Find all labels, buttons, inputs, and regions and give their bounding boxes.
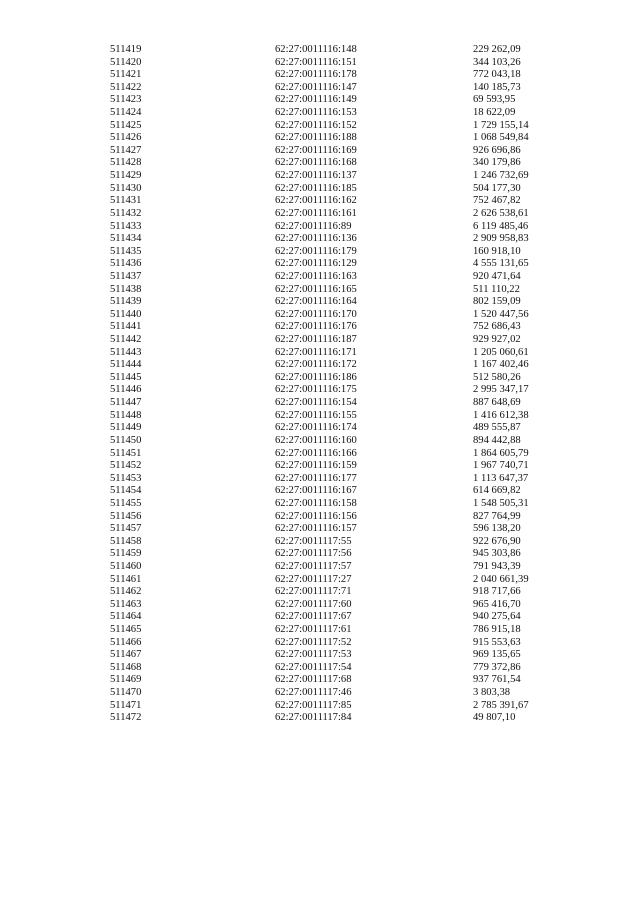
table-body (110, 44, 583, 725)
cadastral-value-cell: 937 761,54 (473, 674, 521, 686)
table-row (110, 69, 583, 82)
cadastral-value-cell: 2 040 661,39 (473, 573, 529, 585)
row-number-cell: 511471 (110, 699, 142, 711)
table-row (110, 347, 583, 360)
cadastral-value-cell: 969 135,65 (473, 649, 521, 661)
table-row (110, 258, 583, 271)
cadastral-number-cell: 62:27:0011116:89 (275, 220, 352, 232)
cadastral-value-cell: 772 043,18 (473, 69, 521, 81)
cadastral-number-cell: 62:27:0011116:162 (275, 195, 357, 207)
cadastral-number-cell: 62:27:0011116:154 (275, 397, 357, 409)
table-row (110, 208, 583, 221)
cadastral-value-cell: 1 520 447,56 (473, 308, 529, 320)
cadastral-number-cell: 62:27:0011116:137 (275, 170, 357, 182)
row-number-cell: 511460 (110, 560, 142, 572)
cadastral-number-cell: 62:27:0011116:155 (275, 409, 357, 421)
row-number-cell: 511421 (110, 69, 142, 81)
cadastral-value-cell: 1 729 155,14 (473, 119, 529, 131)
cadastral-number-cell: 62:27:0011117:46 (275, 687, 352, 699)
cadastral-number-cell: 62:27:0011116:170 (275, 308, 357, 320)
row-number-cell: 511458 (110, 535, 142, 547)
row-number-cell: 511427 (110, 144, 142, 156)
cadastral-value-cell: 1 113 647,37 (473, 472, 529, 484)
row-number-cell: 511447 (110, 397, 142, 409)
row-number-cell: 511461 (110, 573, 142, 585)
table-row (110, 183, 583, 196)
cadastral-number-cell: 62:27:0011116:147 (275, 81, 357, 93)
table-row (110, 157, 583, 170)
cadastral-number-cell: 62:27:0011117:67 (275, 611, 352, 623)
cadastral-number-cell: 62:27:0011116:129 (275, 258, 357, 270)
row-number-cell: 511467 (110, 649, 142, 661)
cadastral-value-cell: 504 177,30 (473, 182, 521, 194)
row-number-cell: 511469 (110, 674, 142, 686)
table-row (110, 384, 583, 397)
cadastral-number-cell: 62:27:0011116:179 (275, 245, 357, 257)
cadastral-number-cell: 62:27:0011116:172 (275, 359, 357, 371)
cadastral-number-cell: 62:27:0011117:85 (275, 699, 352, 711)
cadastral-number-cell: 62:27:0011116:168 (275, 157, 357, 169)
cadastral-value-cell: 2 995 347,17 (473, 384, 529, 396)
table-row (110, 233, 583, 246)
row-number-cell: 511453 (110, 472, 142, 484)
cadastral-number-cell: 62:27:0011116:159 (275, 460, 357, 472)
cadastral-number-cell: 62:27:0011117:84 (275, 712, 352, 724)
row-number-cell: 511463 (110, 598, 142, 610)
table-row (110, 523, 583, 536)
cadastral-value-cell: 1 205 060,61 (473, 346, 529, 358)
cadastral-number-cell: 62:27:0011116:151 (275, 56, 357, 68)
table-row (110, 334, 583, 347)
row-number-cell: 511424 (110, 107, 142, 119)
row-number-cell: 511470 (110, 687, 142, 699)
table-row (110, 611, 583, 624)
table-row (110, 599, 583, 612)
row-number-cell: 511423 (110, 94, 142, 106)
table-row (110, 485, 583, 498)
row-number-cell: 511433 (110, 220, 142, 232)
row-number-cell: 511429 (110, 170, 142, 182)
row-number-cell: 511438 (110, 283, 142, 295)
cadastral-number-cell: 62:27:0011116:167 (275, 485, 357, 497)
cadastral-value-cell: 4 555 131,65 (473, 258, 529, 270)
cadastral-value-cell: 786 915,18 (473, 624, 521, 636)
cadastral-value-cell: 511 110,22 (473, 283, 520, 295)
table-row (110, 221, 583, 234)
row-number-cell: 511435 (110, 245, 142, 257)
cadastral-value-cell: 920 471,64 (473, 270, 521, 282)
cadastral-value-cell: 596 138,20 (473, 523, 521, 535)
row-number-cell: 511432 (110, 207, 142, 219)
table-row (110, 624, 583, 637)
cadastral-number-cell: 62:27:0011116:174 (275, 422, 357, 434)
row-number-cell: 511446 (110, 384, 142, 396)
cadastral-number-cell: 62:27:0011117:57 (275, 560, 352, 572)
cadastral-number-cell: 62:27:0011117:61 (275, 624, 352, 636)
cadastral-value-cell: 752 686,43 (473, 321, 521, 333)
cadastral-value-cell: 791 943,39 (473, 560, 521, 572)
cadastral-value-cell: 918 717,66 (473, 586, 521, 598)
cadastral-number-cell: 62:27:0011117:55 (275, 535, 352, 547)
cadastral-number-cell: 62:27:0011116:171 (275, 346, 357, 358)
table-row (110, 536, 583, 549)
cadastral-number-cell: 62:27:0011116:160 (275, 434, 357, 446)
table-row (110, 57, 583, 70)
row-number-cell: 511439 (110, 296, 142, 308)
cadastral-value-cell: 887 648,69 (473, 397, 521, 409)
row-number-cell: 511428 (110, 157, 142, 169)
cadastral-value-cell: 1 167 402,46 (473, 359, 529, 371)
table-row (110, 637, 583, 650)
table-row (110, 448, 583, 461)
cadastral-value-cell: 1 416 612,38 (473, 409, 529, 421)
table-row (110, 511, 583, 524)
table-row (110, 674, 583, 687)
cadastral-value-cell: 614 669,82 (473, 485, 521, 497)
cadastral-value-cell: 229 262,09 (473, 44, 521, 55)
table-row (110, 372, 583, 385)
table-row (110, 120, 583, 133)
cadastral-value-cell: 18 622,09 (473, 107, 516, 119)
cadastral-value-cell: 1 548 505,31 (473, 497, 529, 509)
cadastral-number-cell: 62:27:0011116:156 (275, 510, 357, 522)
cadastral-number-cell: 62:27:0011116:161 (275, 207, 357, 219)
cadastral-number-cell: 62:27:0011116:187 (275, 334, 357, 346)
cadastral-value-cell: 929 927,02 (473, 334, 521, 346)
cadastral-number-cell: 62:27:0011117:27 (275, 573, 352, 585)
cadastral-number-cell: 62:27:0011116:165 (275, 283, 357, 295)
cadastral-number-cell: 62:27:0011116:148 (275, 44, 357, 55)
table-row (110, 410, 583, 423)
cadastral-number-cell: 62:27:0011116:152 (275, 119, 357, 131)
row-number-cell: 511444 (110, 359, 142, 371)
table-row (110, 246, 583, 259)
row-number-cell: 511472 (110, 712, 142, 724)
row-number-cell: 511452 (110, 460, 142, 472)
row-number-cell: 511426 (110, 132, 142, 144)
table-row (110, 271, 583, 284)
row-number-cell: 511454 (110, 485, 142, 497)
cadastral-value-cell: 922 676,90 (473, 535, 521, 547)
table-row (110, 548, 583, 561)
cadastral-value-cell: 2 785 391,67 (473, 699, 529, 711)
cadastral-value-cell: 344 103,26 (473, 56, 521, 68)
cadastral-number-cell: 62:27:0011116:186 (275, 371, 357, 383)
row-number-cell: 511434 (110, 233, 142, 245)
table-row (110, 422, 583, 435)
table-row (110, 700, 583, 713)
cadastral-number-cell: 62:27:0011116:185 (275, 182, 357, 194)
cadastral-value-cell: 2 909 958,83 (473, 233, 529, 245)
cadastral-value-cell: 1 246 732,69 (473, 170, 529, 182)
row-number-cell: 511450 (110, 434, 142, 446)
row-number-cell: 511462 (110, 586, 142, 598)
cadastral-value-cell: 160 918,10 (473, 245, 521, 257)
table-row (110, 561, 583, 574)
cadastral-number-cell: 62:27:0011116:149 (275, 94, 357, 106)
row-number-cell: 511431 (110, 195, 142, 207)
cadastral-number-cell: 62:27:0011116:169 (275, 144, 357, 156)
cadastral-number-cell: 62:27:0011116:188 (275, 132, 357, 144)
row-number-cell: 511468 (110, 661, 142, 673)
cadastral-number-cell: 62:27:0011116:176 (275, 321, 357, 333)
table-row (110, 195, 583, 208)
row-number-cell: 511440 (110, 308, 142, 320)
table-row (110, 132, 583, 145)
row-number-cell: 511449 (110, 422, 142, 434)
cadastral-number-cell: 62:27:0011116:157 (275, 523, 357, 535)
cadastral-number-cell: 62:27:0011116:163 (275, 270, 357, 282)
cadastral-value-cell: 489 555,87 (473, 422, 521, 434)
table-row (110, 145, 583, 158)
cadastral-number-cell: 62:27:0011117:68 (275, 674, 352, 686)
row-number-cell: 511459 (110, 548, 142, 560)
table-row (110, 712, 583, 725)
cadastral-value-cell: 945 303,86 (473, 548, 521, 560)
row-number-cell: 511430 (110, 182, 142, 194)
table-row (110, 473, 583, 486)
row-number-cell: 511420 (110, 56, 142, 68)
table-row (110, 586, 583, 599)
cadastral-value-cell: 894 442,88 (473, 434, 521, 446)
cadastral-value-cell: 1 967 740,71 (473, 460, 529, 472)
row-number-cell: 511455 (110, 497, 142, 509)
row-number-cell: 511442 (110, 334, 142, 346)
table-row (110, 435, 583, 448)
cadastral-value-cell: 340 179,86 (473, 157, 521, 169)
cadastral-value-cell: 965 416,70 (473, 598, 521, 610)
cadastral-number-cell: 62:27:0011116:175 (275, 384, 357, 396)
row-number-cell: 511441 (110, 321, 142, 333)
table-row (110, 397, 583, 410)
row-number-cell: 511464 (110, 611, 142, 623)
cadastral-value-cell: 1 864 605,79 (473, 447, 529, 459)
table-row (110, 82, 583, 95)
cadastral-number-cell: 62:27:0011117:54 (275, 661, 352, 673)
cadastral-number-cell: 62:27:0011117:53 (275, 649, 352, 661)
cadastral-value-cell: 915 553,63 (473, 636, 521, 648)
row-number-cell: 511419 (110, 44, 142, 55)
row-number-cell: 511451 (110, 447, 142, 459)
cadastral-value-cell: 926 696,86 (473, 144, 521, 156)
cadastral-number-cell: 62:27:0011116:164 (275, 296, 357, 308)
cadastral-value-cell: 779 372,86 (473, 661, 521, 673)
cadastral-value-cell: 940 275,64 (473, 611, 521, 623)
table-row (110, 107, 583, 120)
table-row (110, 460, 583, 473)
cadastral-number-cell: 62:27:0011116:136 (275, 233, 357, 245)
cadastral-value-cell: 140 185,73 (473, 81, 521, 93)
cadastral-value-cell: 6 119 485,46 (473, 220, 529, 232)
table-row (110, 284, 583, 297)
cadastral-number-cell: 62:27:0011116:166 (275, 447, 357, 459)
table-row (110, 687, 583, 700)
row-number-cell: 511457 (110, 523, 142, 535)
table-row (110, 649, 583, 662)
row-number-cell: 511437 (110, 270, 142, 282)
cadastral-value-table (110, 44, 583, 725)
cadastral-value-cell: 69 593,95 (473, 94, 516, 106)
cadastral-value-cell: 3 803,38 (473, 687, 511, 699)
cadastral-value-cell: 752 467,82 (473, 195, 521, 207)
row-number-cell: 511436 (110, 258, 142, 270)
row-number-cell: 511466 (110, 636, 142, 648)
table-row (110, 44, 583, 57)
row-number-cell: 511456 (110, 510, 142, 522)
row-number-cell: 511445 (110, 371, 142, 383)
cadastral-number-cell: 62:27:0011117:60 (275, 598, 352, 610)
cadastral-value-cell: 49 807,10 (473, 712, 516, 724)
table-row (110, 359, 583, 372)
cadastral-value-cell: 827 764,99 (473, 510, 521, 522)
cadastral-number-cell: 62:27:0011116:178 (275, 69, 357, 81)
row-number-cell: 511448 (110, 409, 142, 421)
table-row (110, 296, 583, 309)
table-row (110, 170, 583, 183)
cadastral-number-cell: 62:27:0011117:52 (275, 636, 352, 648)
row-number-cell: 511443 (110, 346, 142, 358)
cadastral-number-cell: 62:27:0011117:56 (275, 548, 352, 560)
table-row (110, 662, 583, 675)
cadastral-number-cell: 62:27:0011116:158 (275, 497, 357, 509)
cadastral-number-cell: 62:27:0011116:177 (275, 472, 357, 484)
cadastral-number-cell: 62:27:0011116:153 (275, 107, 357, 119)
cadastral-number-cell: 62:27:0011117:71 (275, 586, 352, 598)
table-row (110, 498, 583, 511)
cadastral-value-cell: 802 159,09 (473, 296, 521, 308)
cadastral-value-cell: 512 580,26 (473, 371, 521, 383)
table-row (110, 321, 583, 334)
row-number-cell: 511422 (110, 81, 142, 93)
cadastral-value-cell: 1 068 549,84 (473, 132, 529, 144)
table-row (110, 574, 583, 587)
row-number-cell: 511425 (110, 119, 142, 131)
table-row (110, 309, 583, 322)
row-number-cell: 511465 (110, 624, 142, 636)
cadastral-value-cell: 2 626 538,61 (473, 207, 529, 219)
table-row (110, 94, 583, 107)
